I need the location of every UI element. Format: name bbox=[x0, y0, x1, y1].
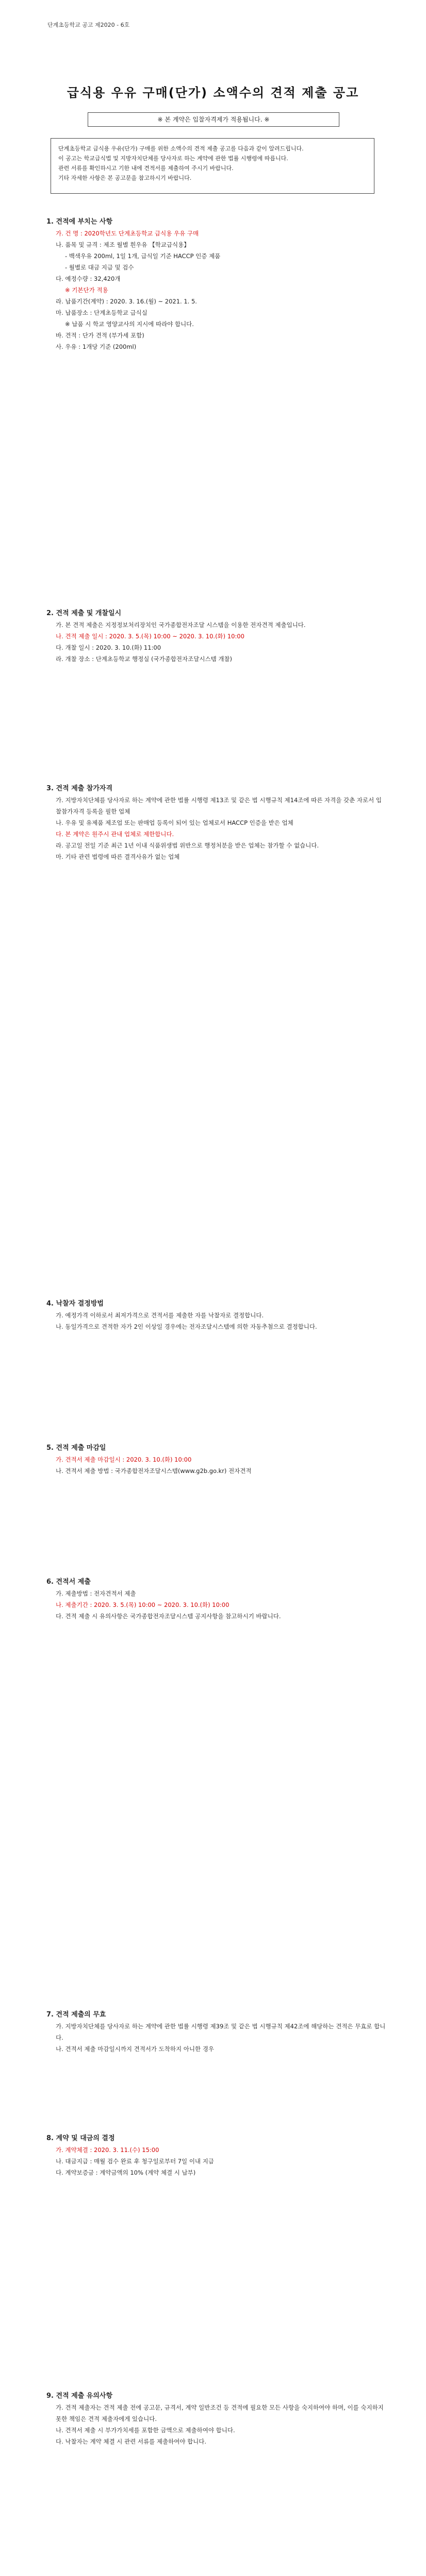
section-4 bbox=[46, 1298, 387, 1332]
section-line: 가. 예정가격 이하로서 최저가격으로 견적서를 제출한 자를 낙찰자로 결정합니다. bbox=[56, 1312, 264, 1319]
section-line: 가. 제출방법 : 전자견적서 제출 bbox=[56, 1590, 136, 1597]
section-2 bbox=[46, 608, 387, 665]
section-heading: 7. 견적 제출의 무효 bbox=[46, 2011, 106, 2019]
section-heading: 3. 견적 제출 참가자격 bbox=[46, 785, 113, 792]
section-line: 나. 품목 및 규격 : 제조 월별 흰우유 【학교급식용】 bbox=[56, 241, 190, 248]
section-heading: 9. 견적 제출 유의사항 bbox=[46, 2392, 113, 2400]
section-line: 라. 납품기간(계약) : 2020. 3. 16.(월) ~ 2021. 1. 5. bbox=[56, 298, 197, 305]
intro-box bbox=[51, 138, 374, 194]
intro-line: 기타 자세한 사항은 본 공고문을 참고하시기 바랍니다. bbox=[58, 175, 192, 181]
section-5 bbox=[46, 1443, 387, 1477]
section-heading: 8. 계약 및 대금의 결정 bbox=[46, 2134, 115, 2142]
section-line: 가. 건 명 : 2020학년도 단계초등학교 급식용 우유 구매 bbox=[56, 230, 199, 237]
section-heading: 2. 견적 제출 및 개찰일시 bbox=[46, 609, 122, 617]
section-line: 나. 동일가격으로 견적한 자가 2인 이상일 경우에는 전자조달시스템에 의한 자동추첨으로 결정합니다. bbox=[56, 1323, 317, 1330]
section-9 bbox=[46, 2391, 387, 2447]
section-1 bbox=[46, 216, 387, 352]
section-line: 나. 견적서 제출 방법 : 국가종합전자조달시스템(www.g2b.go.kr) 전자견적 bbox=[56, 1467, 252, 1475]
section-3 bbox=[46, 783, 387, 862]
section-heading: 1. 견적에 부치는 사항 bbox=[46, 218, 113, 226]
notice-number: 단계초등학교 공고 제2020 - 6호 bbox=[47, 22, 130, 28]
intro-line: 단계초등학교 급식용 우유(단가) 구매를 위한 소액수의 견적 제출 공고를 다음과 같이 알려드립니다. bbox=[58, 145, 304, 152]
section-line: 나. 견적서 제출 마감일시까지 견적서가 도착하지 아니한 경우 bbox=[56, 2045, 214, 2053]
section-7 bbox=[46, 2009, 387, 2055]
section-line: 가. 지방자치단체를 당사자로 하는 계약에 관한 법률 시행령 제39조 및 같은 법 시행규칙 제42조에 해당하는 견적은 무효로 합니다. bbox=[56, 2023, 386, 2041]
section-line: 나. 견적 제출 일시 : 2020. 3. 5.(목) 10:00 ~ 2020. 3. 10.(화) 10:00 bbox=[56, 633, 244, 640]
intro-line: 이 공고는 학교급식법 및 지방자치단체를 당사자로 하는 계약에 관한 법률 시행령에 따릅니다. bbox=[58, 155, 288, 162]
section-line: 다. 예정수량 : 32,420개 bbox=[56, 275, 121, 282]
section-line: 가. 견적 제출자는 견적 제출 전에 공고문, 규격서, 계약 일반조건 등 견적에 필요한 모든 사항을 숙지하여야 하며, 이를 숙지하지 못한 책임은 견적 제출자에게 있습니다. bbox=[56, 2404, 384, 2422]
section-line: 나. 우유 및 유제품 제조업 또는 판매업 등록이 되어 있는 업체로서 HACCP 인증을 받은 업체 bbox=[56, 819, 293, 826]
section-line: 라. 공고일 전일 기준 최근 1년 이내 식품위생법 위반으로 행정처분을 받은 업체는 참가할 수 없습니다. bbox=[56, 842, 319, 849]
notice-subtitle: ※ 본 계약은 입찰자격제가 적용됩니다. ※ bbox=[88, 112, 339, 127]
section-8 bbox=[46, 2133, 387, 2178]
notice-title: 급식용 우유 구매(단가) 소액수의 견적 제출 공고 bbox=[67, 86, 359, 100]
section-line: 라. 개찰 장소 : 단계초등학교 행정실 (국가종합전자조달시스템 개찰) bbox=[56, 655, 233, 663]
section-line: 나. 견적서 제출 시 부가가치세를 포함한 금액으로 제출하여야 합니다. bbox=[56, 2427, 235, 2434]
section-6 bbox=[46, 1577, 387, 1622]
section-line: 다. 견적 제출 시 유의사항은 국가종합전자조달시스템 공지사항을 참고하시기 바랍니다. bbox=[56, 1613, 281, 1620]
section-line: 마. 기타 관련 법령에 따른 결격사유가 없는 업체 bbox=[56, 853, 180, 860]
section-heading: 4. 낙찰자 결정방법 bbox=[46, 1300, 104, 1308]
section-line: 사. 우유 : 1개당 기준 (200ml) bbox=[56, 343, 137, 350]
section-line: 나. 대금지급 : 매월 검수 완료 후 청구일로부터 7일 이내 지급 bbox=[56, 2158, 214, 2165]
section-line: 마. 납품장소 : 단계초등학교 급식실 bbox=[56, 309, 148, 316]
section-line: 가. 계약체결 : 2020. 3. 11.(수) 15:00 bbox=[56, 2146, 159, 2154]
section-line: 바. 견적 : 단가 견적 (부가세 포함) bbox=[56, 332, 144, 339]
section-line: ※ 납품 시 학교 영양교사의 지시에 따라야 합니다. bbox=[65, 320, 194, 328]
section-line: 다. 계약보증금 : 계약금액의 10% (계약 체결 시 납부) bbox=[56, 2169, 196, 2176]
section-line: 가. 견적서 제출 마감일시 : 2020. 3. 10.(화) 10:00 bbox=[56, 1456, 192, 1463]
section-heading: 6. 견적서 제출 bbox=[46, 1578, 91, 1586]
section-line: 나. 제출기간 : 2020. 3. 5.(목) 10:00 ~ 2020. 3. 10.(화) 10:00 bbox=[56, 1601, 230, 1608]
section-heading: 5. 견적 제출 마감일 bbox=[46, 1444, 106, 1452]
section-line: 가. 지방자치단체를 당사자로 하는 계약에 관한 법률 시행령 제13조 및 같은 법 시행규칙 제14조에 따른 자격을 갖춘 자로서 입찰참가자격 등록을 필한 업체 bbox=[56, 796, 382, 815]
section-line: ※ 기본단가 적용 bbox=[65, 286, 108, 294]
section-line: - 백색우유 200ml, 1일 1개, 급식일 기준 HACCP 인증 제품 bbox=[65, 252, 221, 260]
section-line: - 월별로 대금 지급 및 검수 bbox=[65, 264, 134, 271]
section-line: 가. 본 견적 제출은 지정정보처리장치인 국가종합전자조달 시스템을 이용한 전자견적 제출입니다. bbox=[56, 621, 306, 629]
section-line: 다. 본 계약은 원주시 관내 업체로 제한합니다. bbox=[56, 831, 174, 838]
intro-line: 관련 서류를 확인하시고 기한 내에 견적서를 제출하여 주시기 바랍니다. bbox=[58, 165, 234, 172]
section-line: 다. 개찰 일시 : 2020. 3. 10.(화) 11:00 bbox=[56, 644, 161, 651]
section-line: 다. 낙찰자는 계약 체결 시 관련 서류를 제출하여야 합니다. bbox=[56, 2438, 207, 2445]
